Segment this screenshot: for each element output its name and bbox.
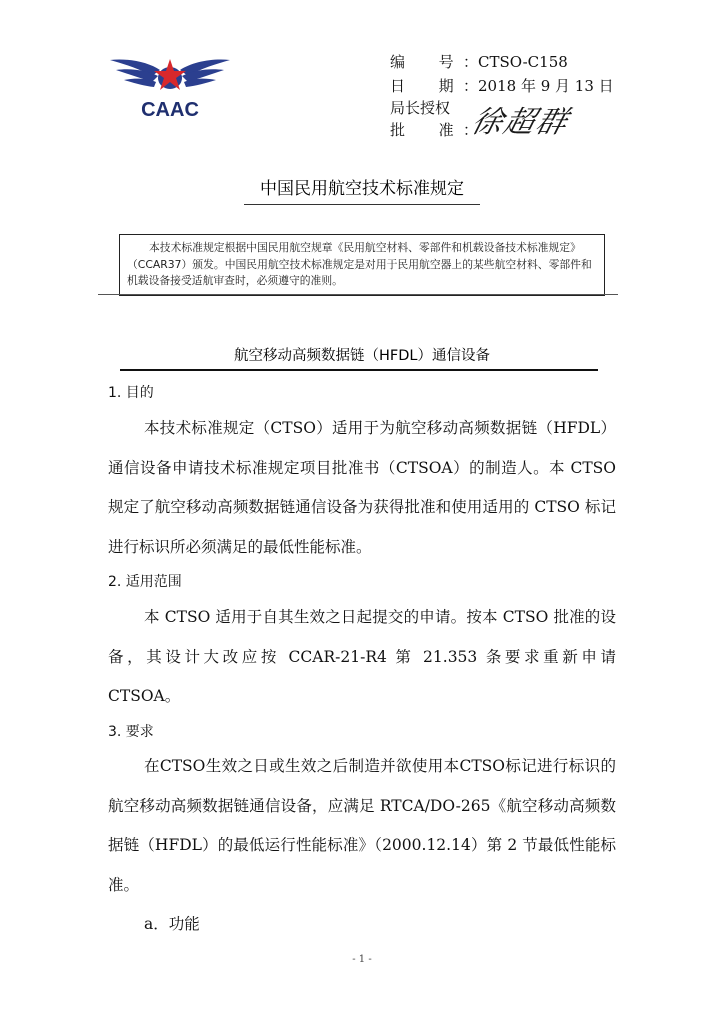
standard-title: 航空移动高频数据链（HFDL）通信设备	[234, 348, 490, 364]
number-value: CTSO-C158	[478, 53, 568, 71]
logo-text: CAAC	[141, 99, 199, 121]
section-body: 本 CTSO 适用于自其生效之日起提交的申请。按本 CTSO 批准的设备，其设计大改应按 CCAR-21-R4 第 21.353 条要求重新申请 CTSOA。	[108, 608, 616, 705]
page-number: - 1 -	[352, 954, 372, 965]
subitem-label: a．功能	[144, 915, 200, 933]
regulation-title: 中国民用航空技术标准规定	[260, 179, 464, 199]
number-label: 编 号：	[390, 53, 478, 71]
notice-text: 本技术标准规定根据中国民用航空规章《民用航空材料、零部件和机载设备技术标准规定》（CCAR37）颁发。中国民用航空技术标准规定是对用于民用航空器上的某些航空材料、零部件和机载设备接受适航审查时，必须遵守的准则。	[127, 241, 592, 287]
approve-label: 批 准：	[390, 121, 478, 139]
section-heading: 2. 适用范围	[108, 574, 182, 590]
section-heading: 3. 要求	[108, 724, 154, 740]
section-body: 在CTSO生效之日或生效之后制造并欲使用本CTSO标记进行标识的航空移动高频数据链通信设备，应满足 RTCA/DO-265《航空移动高频数据链（HFDL）的最低运行性能标准》（2000.12.14）第 2 节最低性能标准。	[108, 757, 616, 894]
auth-label: 局长授权	[390, 99, 451, 117]
standard-title-rule	[120, 369, 598, 371]
approve-row	[390, 120, 478, 140]
section-body: 本技术标准规定（CTSO）适用于为航空移动高频数据链（HFDL）通信设备申请技术标准规定项目批准书（CTSOA）的制造人。本 CTSO 规定了航空移动高频数据链通信设备为获得批准和使用适用的 CTSO 标记进行标识所必须满足的最低性能标准。	[108, 419, 616, 556]
caac-logo	[108, 50, 232, 122]
divider	[98, 294, 618, 295]
doc-number	[390, 52, 568, 72]
signature	[474, 100, 586, 142]
title-underline	[244, 204, 480, 205]
date-label: 日 期：	[390, 77, 478, 95]
svg-text:徐超群: 徐超群	[474, 105, 573, 140]
doc-date	[390, 76, 614, 96]
section-heading: 1. 目的	[108, 385, 154, 401]
date-value: 2018 年 9 月 13 日	[478, 77, 614, 95]
